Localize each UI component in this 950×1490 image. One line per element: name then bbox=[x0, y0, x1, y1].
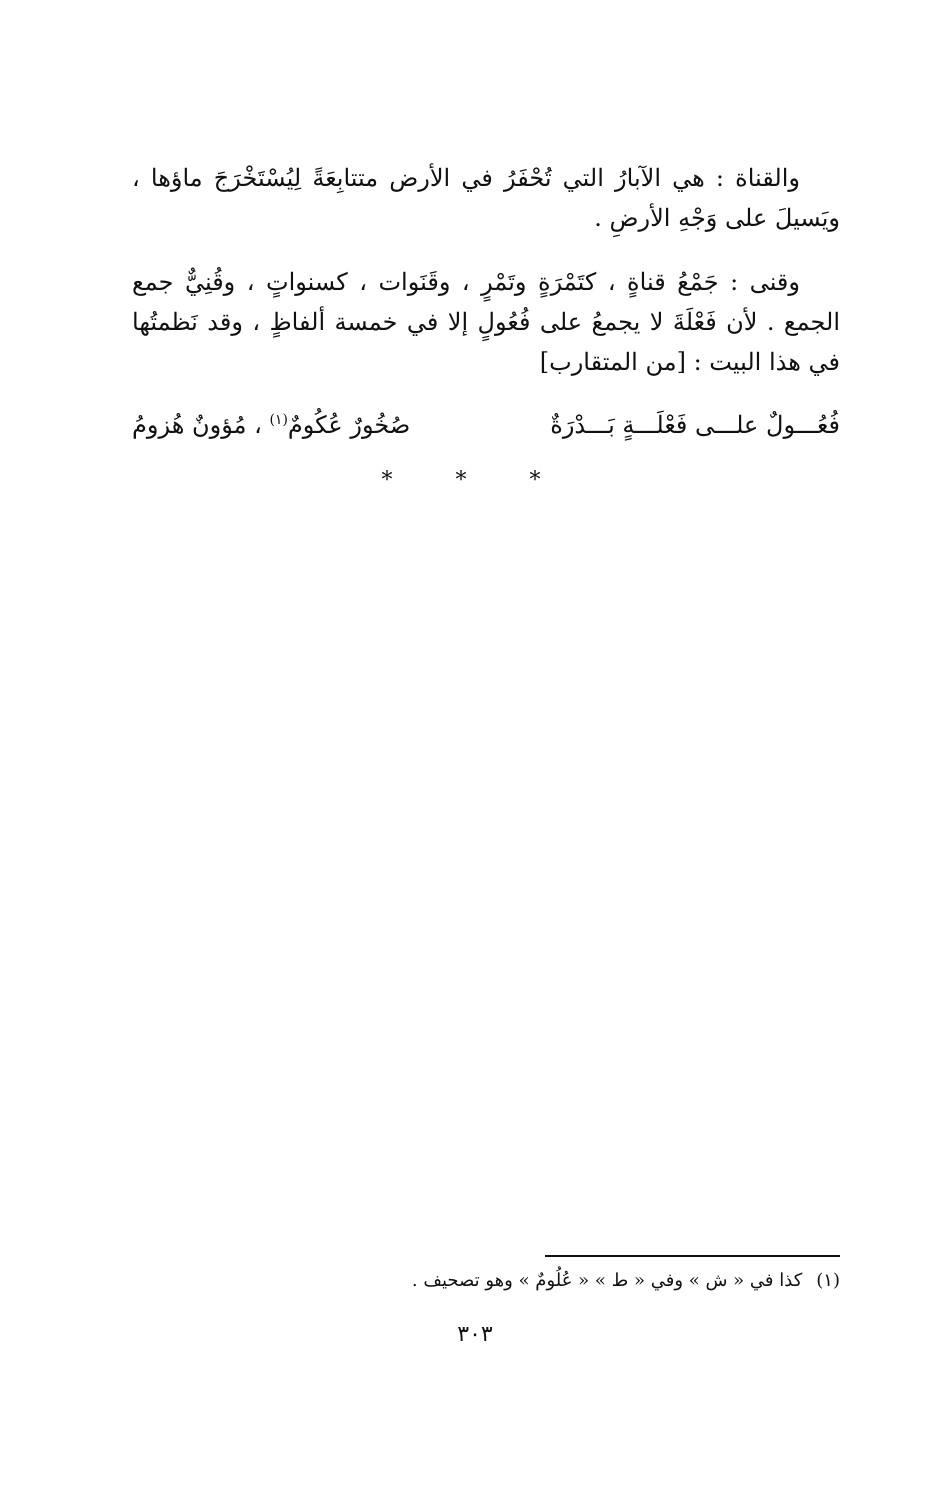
page-number: ٣٠٣ bbox=[457, 1322, 493, 1347]
paragraph-1-text bbox=[132, 158, 840, 238]
hemistich-2-part-2: ، مُؤونٌ هُزومُ bbox=[132, 411, 270, 439]
hemistich-2-part-1: صُخُورٌ عُكُومٌ bbox=[287, 411, 411, 439]
paragraph-qana-plural bbox=[132, 262, 840, 382]
footnote-divider bbox=[545, 1255, 840, 1257]
footnote bbox=[300, 1266, 840, 1296]
paragraph-2-content: وقنى : جَمْعُ قناةٍ ، كتَمْرَةٍ وتَمْرٍ ، وقَنَوات ، كسنواتٍ ، وقُنِيٌّ جمع الجمع . لأن فَعْلَةَ لا يجمعُ على فُعُولٍ إلا في خمسة ألفاظٍ ، وقد نَظمتُها في هذا البيت : [من المتقارب] bbox=[132, 268, 840, 376]
paragraph-1-content: والقناة : هي الآبارُ التي تُحْفَرُ في الأرض متتابِعَةً لِيُسْتَخْرَجَ ماؤها ، ويَسيلَ على وَجْهِ الأرضِ . bbox=[132, 164, 840, 232]
footnote-reference-marker: (١) bbox=[269, 412, 288, 428]
paragraph-2-text bbox=[132, 262, 840, 382]
verse-second-hemistich bbox=[132, 405, 410, 445]
verse-first-hemistich: فُعُـــولٌ علـــى فَعْلَـــةٍ بَـــدْرَةٌ bbox=[550, 411, 840, 439]
poetry-verse bbox=[132, 405, 840, 445]
footnote-number: (١) bbox=[816, 1270, 840, 1291]
footnote-text: كذا في « ش » وفي « ط » « عُلُومٌ » وهو تصحيف . bbox=[411, 1270, 803, 1291]
section-separator-stars: * * * bbox=[381, 468, 569, 493]
paragraph-qanat-definition bbox=[132, 158, 840, 238]
